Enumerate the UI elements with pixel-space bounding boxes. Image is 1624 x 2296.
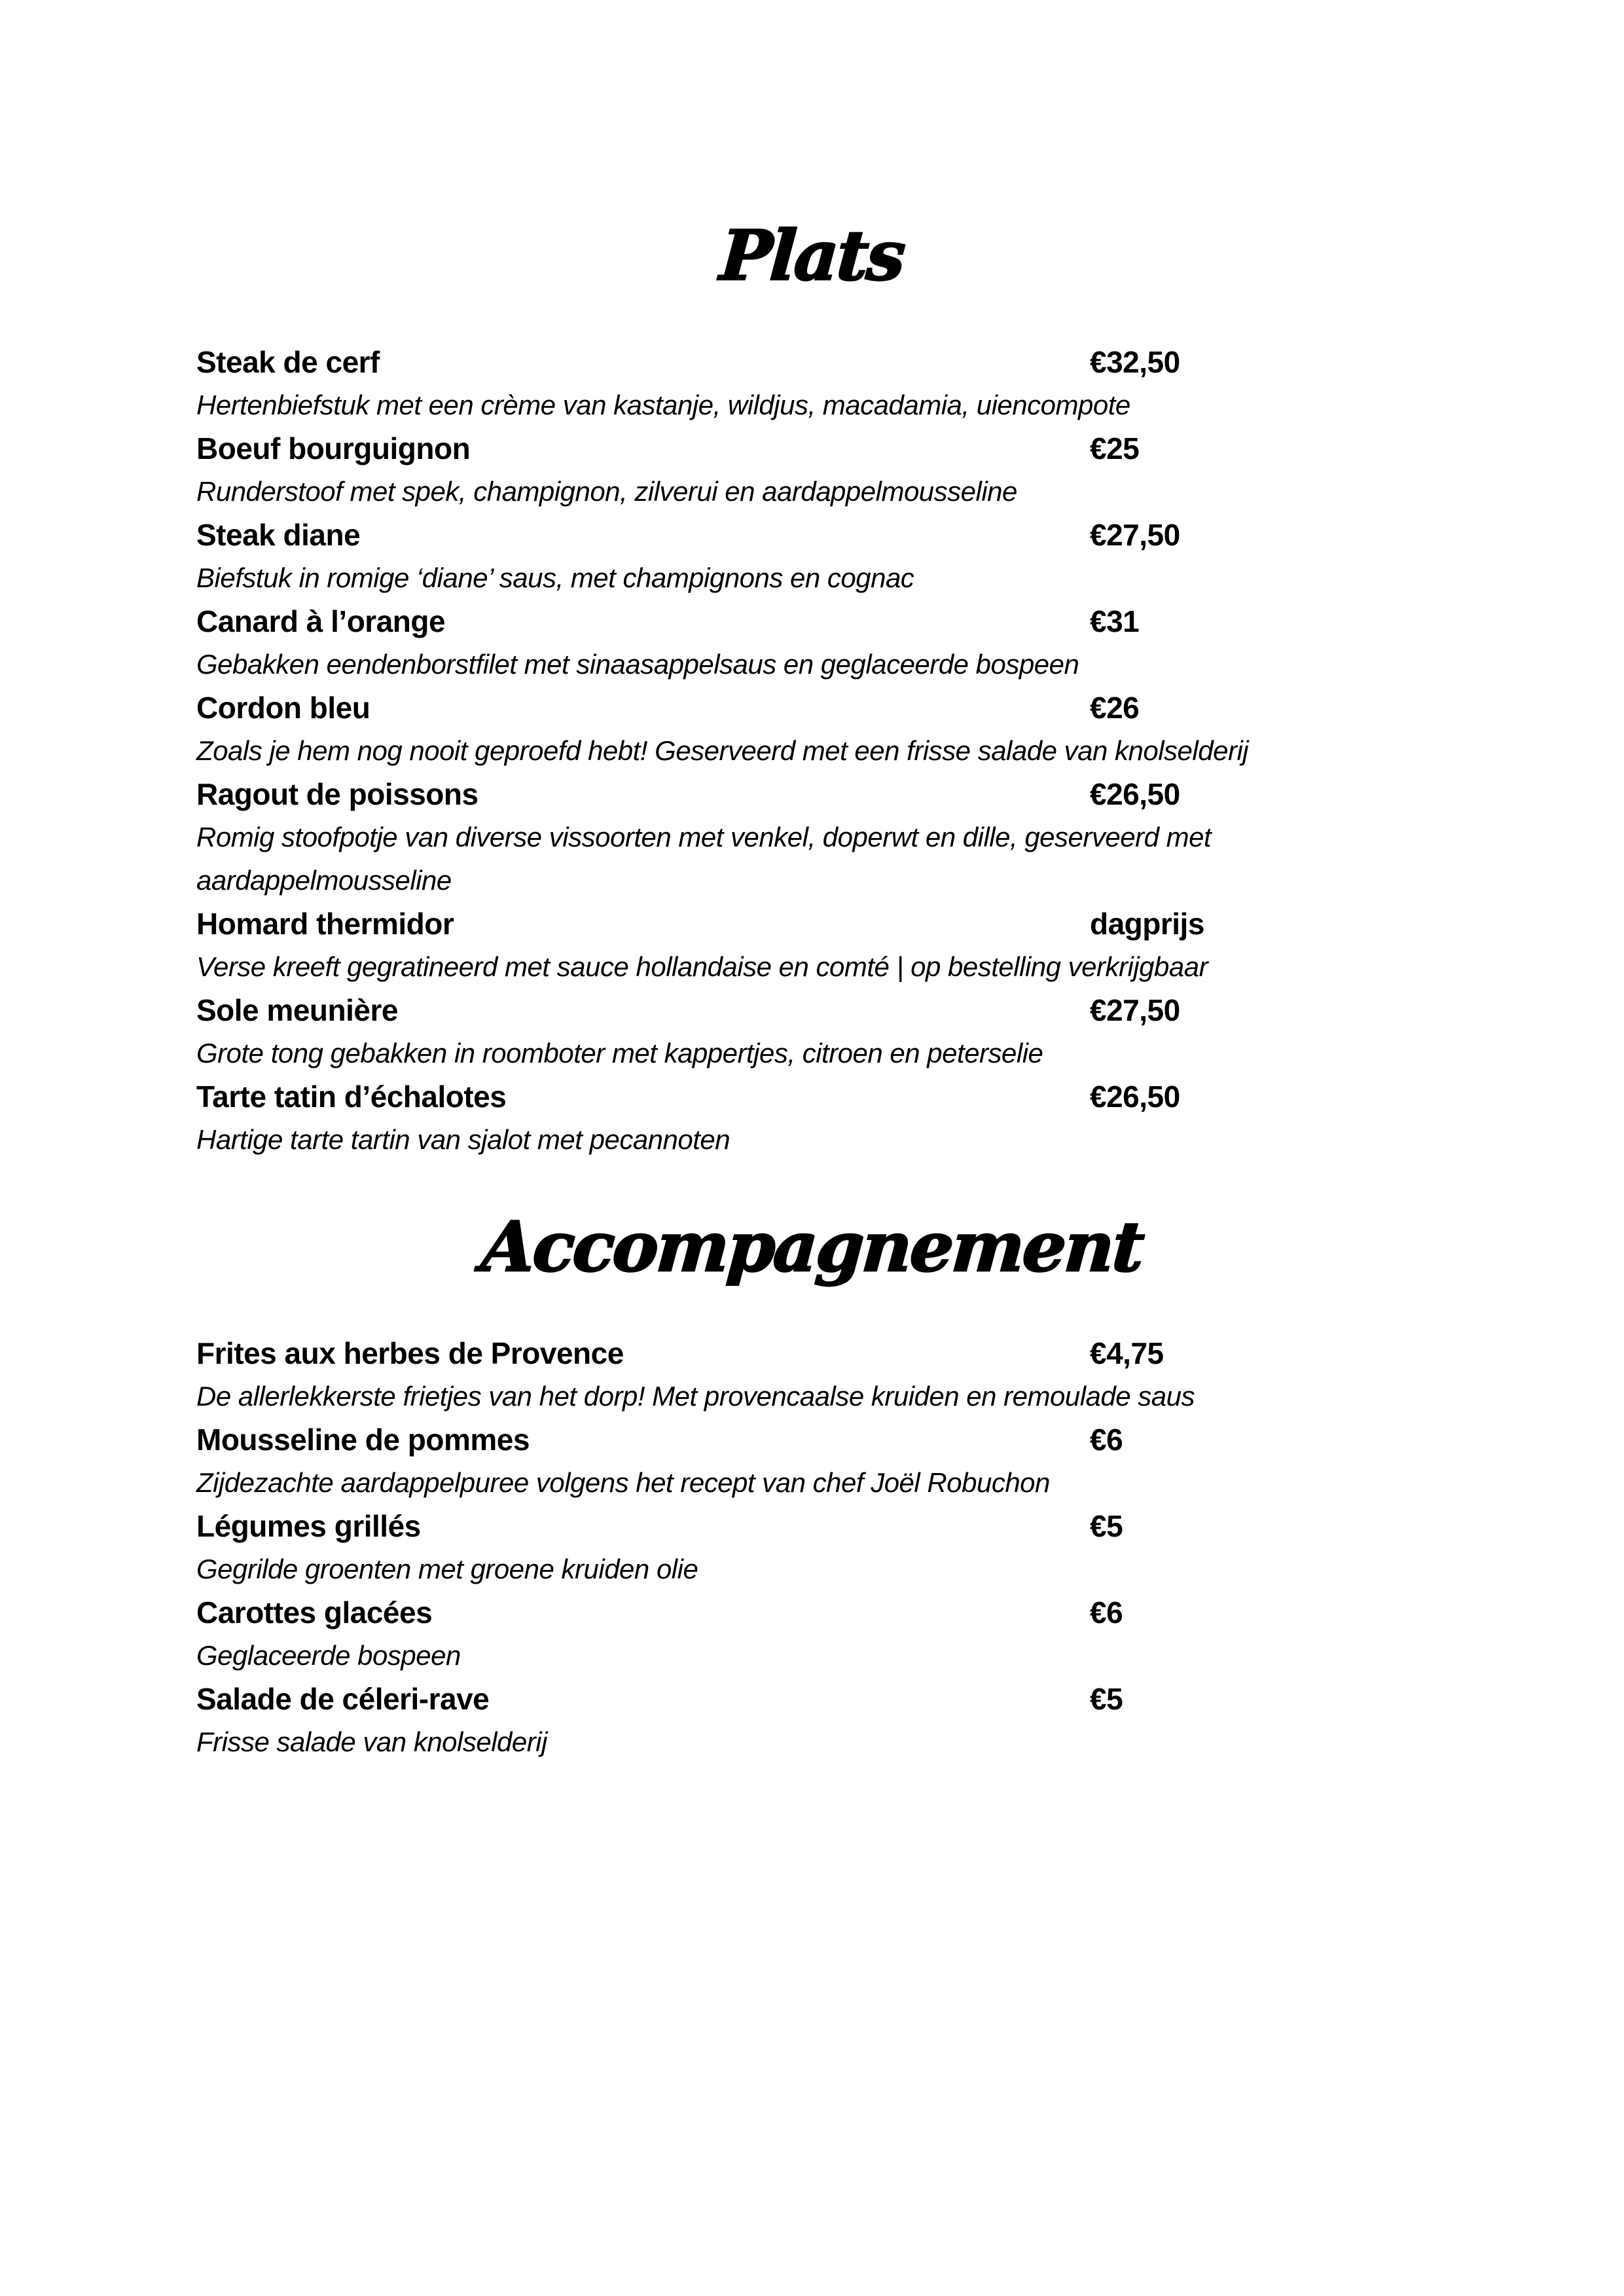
dish-name: Frites aux herbes de Provence	[196, 1336, 624, 1370]
menu-item	[196, 1332, 1428, 1418]
menu-item	[196, 600, 1428, 686]
menu-item	[196, 513, 1428, 600]
dish-description: De allerlekkerste frietjes van het dorp! Met provencaalse kruiden en remoulade saus	[196, 1381, 1195, 1412]
dish-price: €25	[1090, 431, 1140, 465]
dish-name: Homard thermidor	[196, 907, 454, 941]
dish-description: Biefstuk in romige ‘diane’ saus, met champignons en cognac	[196, 562, 914, 593]
dish-price: €4,75	[1090, 1336, 1164, 1370]
dish-price: €27,50	[1090, 518, 1180, 552]
menu-item	[196, 989, 1428, 1075]
section-accompagnement	[196, 1201, 1428, 1764]
dish-description: Runderstoof met spek, champignon, zilverui en aardappelmousseline	[196, 476, 1017, 507]
menu-item	[196, 1418, 1428, 1504]
dish-price: €5	[1090, 1682, 1123, 1716]
dish-description: Frisse salade van knolselderij	[196, 1726, 547, 1757]
dish-description: Geglaceerde bospeen	[196, 1640, 461, 1671]
dish-name: Boeuf bourguignon	[196, 431, 471, 465]
dish-price: €26,50	[1090, 777, 1180, 811]
menu-item	[196, 902, 1428, 989]
dish-description: Gegrilde groenten met groene kruiden olie	[196, 1554, 698, 1584]
dish-price: €32,50	[1090, 345, 1180, 379]
dish-price: €6	[1090, 1595, 1123, 1630]
dish-price: €27,50	[1090, 993, 1180, 1027]
dish-description: Grote tong gebakken in roomboter met kappertjes, citroen en peterselie	[196, 1038, 1043, 1068]
dish-description: Verse kreeft gegratineerd met sauce hollandaise en comté | op bestelling verkrijgbaar	[196, 951, 1208, 982]
section-plats	[196, 210, 1428, 1161]
menu-item	[196, 340, 1428, 427]
dish-price: €5	[1090, 1509, 1123, 1543]
dish-description: Zoals je hem nog nooit geproefd hebt! Geserveerd met een frisse salade van knolselderij	[196, 735, 1249, 766]
dish-name: Carottes glacées	[196, 1595, 433, 1630]
menu-item	[196, 1591, 1428, 1677]
dish-price: €6	[1090, 1423, 1123, 1457]
dish-description: Gebakken eendenborstfilet met sinaasappelsaus en geglaceerde bospeen	[196, 649, 1079, 680]
section-title-plats: Plats	[717, 215, 907, 296]
dish-price: €31	[1090, 604, 1140, 638]
menu-item	[196, 1075, 1428, 1161]
dish-name: Mousseline de pommes	[196, 1423, 530, 1457]
dish-name: Salade de céleri-rave	[196, 1682, 490, 1716]
dish-price: dagprijs	[1090, 907, 1204, 941]
dish-name: Cordon bleu	[196, 691, 370, 725]
dish-name: Tarte tatin d’échalotes	[196, 1080, 507, 1114]
menu-item	[196, 1677, 1428, 1764]
dish-name: Sole meunière	[196, 993, 398, 1027]
menu-item	[196, 773, 1428, 902]
dish-name: Steak de cerf	[196, 345, 380, 379]
dish-price: €26	[1090, 691, 1140, 725]
menu-item	[196, 427, 1428, 513]
dish-name: Steak diane	[196, 518, 361, 552]
dish-description: Hertenbiefstuk met een crème van kastanje, wildjus, macadamia, uiencompote	[196, 390, 1130, 420]
dish-description: Romig stoofpotje van diverse vissoorten met venkel, doperwt en dille, geserveerd met aardappelmousseline	[196, 822, 1212, 896]
dish-description: Zijdezachte aardappelpuree volgens het recept van chef Joël Robuchon	[196, 1467, 1050, 1498]
dish-name: Canard à l’orange	[196, 604, 446, 638]
dish-name: Légumes grillés	[196, 1509, 421, 1543]
dish-name: Ragout de poissons	[196, 777, 478, 811]
dish-description: Hartige tarte tartin van sjalot met pecannoten	[196, 1124, 731, 1155]
menu-item	[196, 1504, 1428, 1591]
menu-item	[196, 686, 1428, 773]
dish-price: €26,50	[1090, 1080, 1180, 1114]
section-title-accompagnement: Accompagnement	[478, 1206, 1146, 1287]
